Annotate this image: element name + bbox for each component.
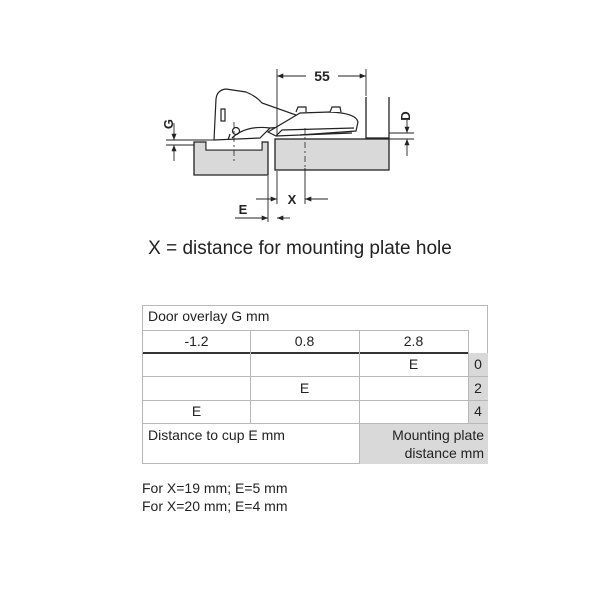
door-panel bbox=[275, 139, 389, 170]
table-cell: E bbox=[191, 403, 202, 419]
column-header: -1.2 bbox=[184, 333, 209, 349]
dimension-d-label: D bbox=[398, 111, 413, 121]
note-line: For X=19 mm; E=5 mm bbox=[142, 480, 288, 496]
plate-distance-value: 2 bbox=[474, 380, 482, 396]
note-line: For X=20 mm; E=4 mm bbox=[142, 498, 288, 514]
column-header: 0.8 bbox=[294, 333, 315, 349]
hinge-diagram bbox=[0, 0, 600, 230]
diagram-caption: X = distance for mounting plate hole bbox=[148, 238, 452, 259]
dimension-g-label: G bbox=[161, 118, 176, 130]
carcase-panel bbox=[194, 142, 268, 175]
table-cell: E bbox=[408, 356, 419, 372]
dimension-55-label: 55 bbox=[314, 68, 330, 84]
table-cell: E bbox=[299, 380, 310, 396]
footer-right-label-line2: distance mm bbox=[404, 445, 484, 461]
dimension-d bbox=[389, 120, 414, 156]
footer-right-label-line1: Mounting plate bbox=[392, 427, 484, 443]
dimension-x-label: X bbox=[287, 192, 297, 207]
plate-distance-value: 4 bbox=[474, 403, 482, 419]
cabinet-side-panel bbox=[366, 97, 389, 138]
overlay-table bbox=[142, 305, 488, 464]
plate-distance-value: 0 bbox=[474, 356, 482, 372]
footer-left-label: Distance to cup E mm bbox=[148, 427, 285, 443]
dimension-e-label: E bbox=[238, 202, 248, 217]
table-header: Door overlay G mm bbox=[148, 308, 270, 324]
column-header: 2.8 bbox=[403, 333, 424, 349]
